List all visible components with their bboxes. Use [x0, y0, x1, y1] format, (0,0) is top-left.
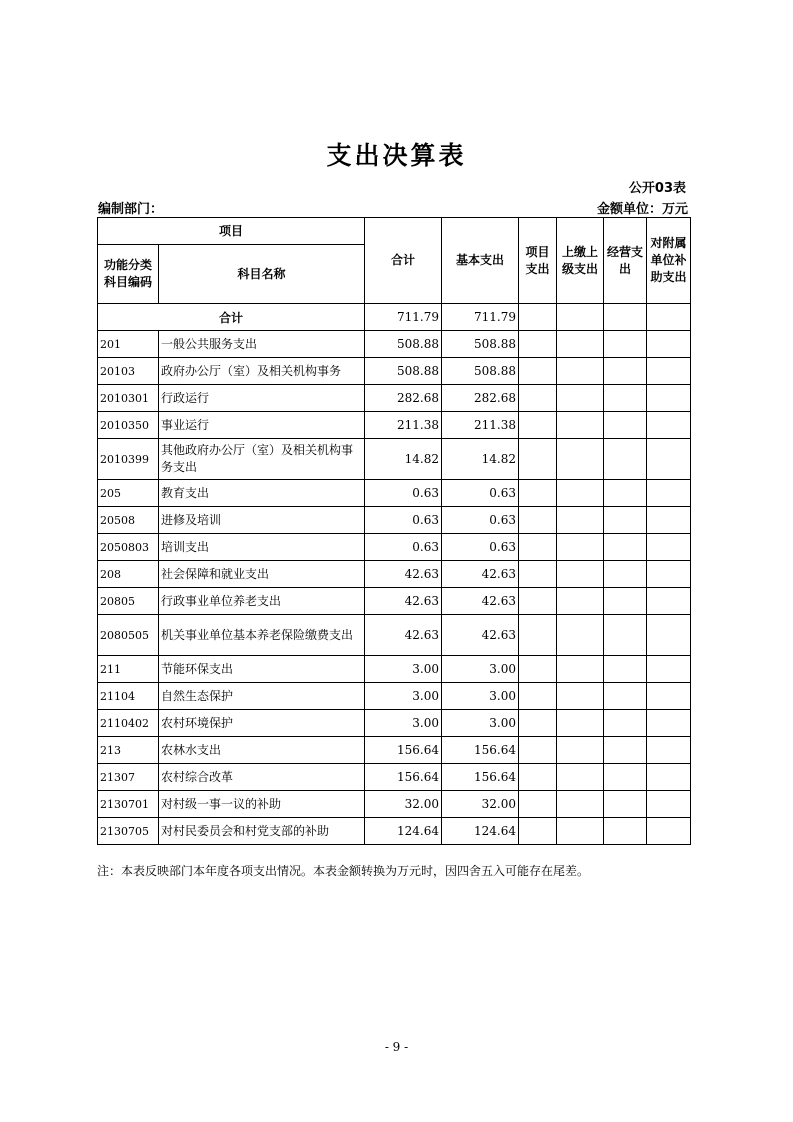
empty-cell [557, 385, 604, 412]
table-note: 注：本表反映部门本年度各项支出情况。本表金额转换为万元时，因四舍五入可能存在尾差。 [97, 864, 590, 878]
name-cell: 事业运行 [159, 412, 365, 439]
empty-cell [647, 385, 691, 412]
empty-cell [557, 561, 604, 588]
code-cell: 213 [98, 737, 159, 764]
basic-cell: 14.82 [442, 439, 519, 480]
table-row [98, 737, 691, 764]
header-code: 功能分类科目编码 [98, 245, 159, 304]
table-row [98, 412, 691, 439]
department-label: 编制部门： [98, 202, 164, 217]
name-cell: 行政运行 [159, 385, 365, 412]
basic-cell: 42.63 [442, 615, 519, 656]
empty-cell [647, 507, 691, 534]
header-subsidy: 对附属单位补助支出 [647, 218, 691, 304]
empty-cell [647, 331, 691, 358]
empty-cell [604, 683, 647, 710]
empty-cell [519, 764, 557, 791]
page-title: 支出决算表 [326, 141, 467, 170]
table-row [98, 439, 691, 480]
empty-cell [604, 534, 647, 561]
name-cell: 自然生态保护 [159, 683, 365, 710]
empty-cell [557, 683, 604, 710]
header-basic: 基本支出 [442, 218, 519, 304]
name-cell: 农林水支出 [159, 737, 365, 764]
empty-cell [557, 710, 604, 737]
empty-cell [519, 588, 557, 615]
name-cell: 机关事业单位基本养老保险缴费支出 [159, 615, 365, 656]
empty-cell [519, 412, 557, 439]
empty-cell [519, 710, 557, 737]
empty-cell [519, 331, 557, 358]
empty-cell [604, 507, 647, 534]
name-cell: 对村民委员会和村党支部的补助 [159, 818, 365, 845]
name-cell: 行政事业单位养老支出 [159, 588, 365, 615]
total-cell: 508.88 [365, 331, 442, 358]
empty-cell [557, 791, 604, 818]
empty-cell [647, 818, 691, 845]
empty-cell [557, 507, 604, 534]
empty-cell [557, 439, 604, 480]
total-label: 合计 [98, 304, 365, 331]
empty-cell [519, 615, 557, 656]
amount-unit-label: 金额单位：万元 [596, 202, 688, 217]
table-row [98, 385, 691, 412]
total-cell: 0.63 [365, 507, 442, 534]
table-row [98, 561, 691, 588]
empty-cell [647, 588, 691, 615]
total-cell: 3.00 [365, 683, 442, 710]
code-cell: 2080505 [98, 615, 159, 656]
basic-cell: 0.63 [442, 507, 519, 534]
empty-cell [604, 710, 647, 737]
code-cell: 21307 [98, 764, 159, 791]
empty-cell [604, 331, 647, 358]
empty-cell [557, 656, 604, 683]
basic-cell: 42.63 [442, 588, 519, 615]
basic-cell: 156.64 [442, 764, 519, 791]
total-basic: 711.79 [442, 304, 519, 331]
header-total: 合计 [365, 218, 442, 304]
empty-cell [604, 791, 647, 818]
empty-cell [519, 507, 557, 534]
empty-cell [604, 588, 647, 615]
header-item: 项目 [98, 218, 365, 245]
code-cell: 20805 [98, 588, 159, 615]
empty-cell [604, 818, 647, 845]
empty-cell [557, 764, 604, 791]
empty-cell [647, 358, 691, 385]
code-cell: 2130701 [98, 791, 159, 818]
table-row [98, 791, 691, 818]
empty-cell [604, 737, 647, 764]
basic-cell: 3.00 [442, 683, 519, 710]
empty-cell [519, 561, 557, 588]
table-row [98, 534, 691, 561]
name-cell: 社会保障和就业支出 [159, 561, 365, 588]
name-cell: 农村环境保护 [159, 710, 365, 737]
name-cell: 政府办公厅（室）及相关机构事务 [159, 358, 365, 385]
code-cell: 2130705 [98, 818, 159, 845]
total-cell: 32.00 [365, 791, 442, 818]
basic-cell: 282.68 [442, 385, 519, 412]
total-cell: 156.64 [365, 764, 442, 791]
empty-cell [647, 737, 691, 764]
empty-cell [557, 480, 604, 507]
empty-cell [647, 412, 691, 439]
empty-cell [519, 737, 557, 764]
empty-cell [557, 331, 604, 358]
empty-cell [519, 385, 557, 412]
total-row [98, 304, 691, 331]
total-cell: 0.63 [365, 534, 442, 561]
table-row [98, 480, 691, 507]
code-cell: 2110402 [98, 710, 159, 737]
page-number: - 9 - [384, 1040, 409, 1054]
empty-cell [519, 656, 557, 683]
code-cell: 201 [98, 331, 159, 358]
empty-cell [519, 683, 557, 710]
basic-cell: 211.38 [442, 412, 519, 439]
code-cell: 2050803 [98, 534, 159, 561]
empty-cell [557, 588, 604, 615]
empty-cell [647, 615, 691, 656]
total-cell: 508.88 [365, 358, 442, 385]
total-cell: 42.63 [365, 615, 442, 656]
table-row [98, 507, 691, 534]
basic-cell: 42.63 [442, 561, 519, 588]
name-cell: 对村级一事一议的补助 [159, 791, 365, 818]
empty-cell [557, 358, 604, 385]
table-row [98, 710, 691, 737]
empty-cell [519, 439, 557, 480]
code-cell: 205 [98, 480, 159, 507]
table-row [98, 588, 691, 615]
header-upper: 上缴上级支出 [557, 218, 604, 304]
empty-cell [647, 304, 691, 331]
empty-cell [647, 561, 691, 588]
code-cell: 2010301 [98, 385, 159, 412]
name-cell: 一般公共服务支出 [159, 331, 365, 358]
table-row [98, 656, 691, 683]
empty-cell [647, 764, 691, 791]
code-cell: 211 [98, 656, 159, 683]
code-cell: 20103 [98, 358, 159, 385]
total-cell: 156.64 [365, 737, 442, 764]
empty-cell [604, 615, 647, 656]
header-name: 科目名称 [159, 245, 365, 304]
total-cell: 124.64 [365, 818, 442, 845]
table-row [98, 331, 691, 358]
empty-cell [519, 818, 557, 845]
code-cell: 21104 [98, 683, 159, 710]
empty-cell [557, 534, 604, 561]
basic-cell: 3.00 [442, 710, 519, 737]
empty-cell [647, 480, 691, 507]
name-cell: 其他政府办公厅（室）及相关机构事务支出 [159, 439, 365, 480]
empty-cell [647, 534, 691, 561]
empty-cell [557, 737, 604, 764]
total-cell: 42.63 [365, 561, 442, 588]
empty-cell [604, 656, 647, 683]
code-cell: 20508 [98, 507, 159, 534]
total-cell: 14.82 [365, 439, 442, 480]
basic-cell: 508.88 [442, 358, 519, 385]
table-row [98, 358, 691, 385]
empty-cell [557, 412, 604, 439]
empty-cell [557, 304, 604, 331]
basic-cell: 508.88 [442, 331, 519, 358]
basic-cell: 32.00 [442, 791, 519, 818]
code-cell: 208 [98, 561, 159, 588]
name-cell: 农村综合改革 [159, 764, 365, 791]
empty-cell [557, 615, 604, 656]
basic-cell: 3.00 [442, 656, 519, 683]
expenditure-table [97, 217, 691, 845]
empty-cell [604, 412, 647, 439]
total-amount: 711.79 [365, 304, 442, 331]
header-operating: 经营支出 [604, 218, 647, 304]
table-row [98, 818, 691, 845]
empty-cell [647, 683, 691, 710]
empty-cell [519, 358, 557, 385]
empty-cell [604, 304, 647, 331]
empty-cell [604, 439, 647, 480]
empty-cell [557, 818, 604, 845]
total-cell: 3.00 [365, 710, 442, 737]
table-row [98, 683, 691, 710]
name-cell: 节能环保支出 [159, 656, 365, 683]
empty-cell [604, 358, 647, 385]
empty-cell [647, 439, 691, 480]
total-cell: 282.68 [365, 385, 442, 412]
empty-cell [519, 791, 557, 818]
empty-cell [604, 764, 647, 791]
header-project: 项目支出 [519, 218, 557, 304]
empty-cell [519, 480, 557, 507]
name-cell: 教育支出 [159, 480, 365, 507]
name-cell: 进修及培训 [159, 507, 365, 534]
empty-cell [519, 304, 557, 331]
total-cell: 0.63 [365, 480, 442, 507]
empty-cell [647, 710, 691, 737]
code-cell: 2010399 [98, 439, 159, 480]
total-cell: 42.63 [365, 588, 442, 615]
empty-cell [647, 791, 691, 818]
empty-cell [604, 561, 647, 588]
basic-cell: 156.64 [442, 737, 519, 764]
basic-cell: 124.64 [442, 818, 519, 845]
empty-cell [604, 385, 647, 412]
table-row [98, 615, 691, 656]
code-cell: 2010350 [98, 412, 159, 439]
total-cell: 211.38 [365, 412, 442, 439]
basic-cell: 0.63 [442, 480, 519, 507]
table-row [98, 764, 691, 791]
empty-cell [519, 534, 557, 561]
total-cell: 3.00 [365, 656, 442, 683]
basic-cell: 0.63 [442, 534, 519, 561]
form-number: 公开03表 [628, 181, 686, 196]
empty-cell [647, 656, 691, 683]
empty-cell [604, 480, 647, 507]
name-cell: 培训支出 [159, 534, 365, 561]
